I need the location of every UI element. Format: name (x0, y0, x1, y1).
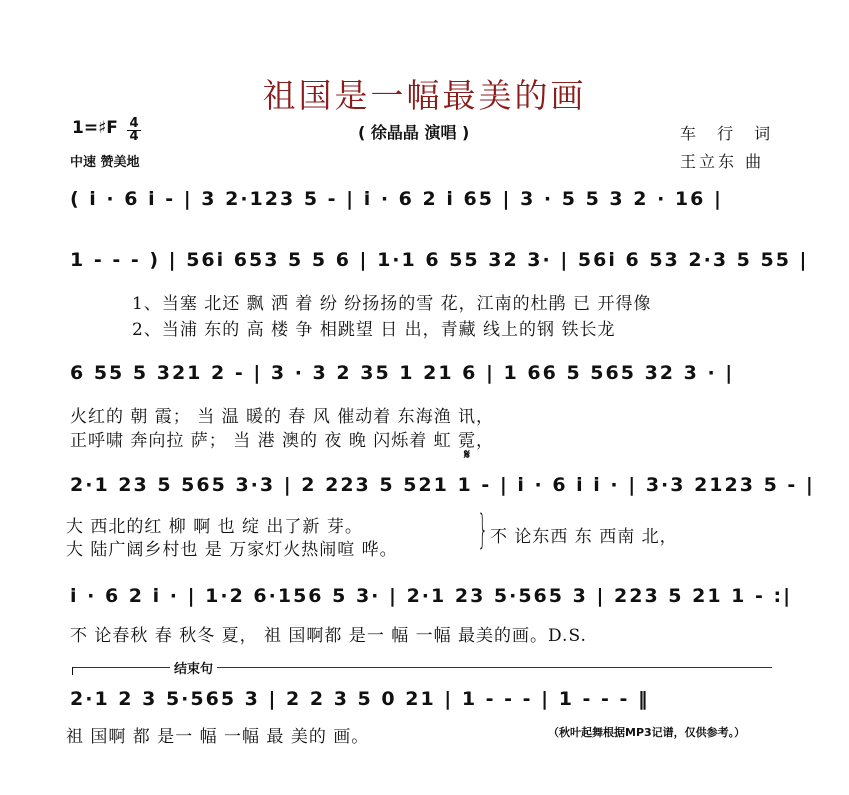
lyric-row-4-verse-1: 大 西北的红 柳 啊 也 绽 出了新 芽。 (66, 517, 363, 537)
notation-row-4: 2·1 23 5 565 3·3 | 2 223 5 521 1 - | i · 6 i i · | 3·3 2123 5 - | (70, 474, 815, 496)
notation-row-6: 2·1 2 3 5·565 3 | 2 2 3 5 0 21 | 1 - - - | 1 - - - ‖ (70, 688, 650, 710)
time-signature (127, 118, 141, 143)
coda-bracket-tick (72, 667, 73, 675)
coda-label: 结束句 (170, 658, 217, 677)
lyric-row-5: 不 论春秋 春 秋冬 夏， 祖 国啊都 是一 幅 一幅 最美的画。D.S. (70, 626, 587, 646)
notation-row-1: ( i · 6 i - | 3 2·123 5 - | i · 6 2 i 65 | 3 · 5 5 3 2 · 16 | (70, 188, 723, 210)
notation-row-2: 1 - - - ) | 56i 653 5 5 6 | 1·1 6 55 32 3· | 56i 6 53 2·3 5 55 | (70, 249, 809, 271)
performer: ( 徐晶晶 演唱 ) (358, 123, 470, 142)
transcription-note: （秋叶起舞根据MP3记谱，仅供参考。） (548, 726, 746, 739)
notation-row-3: 6 55 5 321 2 - | 3 · 3 2 35 1 21 6 | 1 66 5 565 32 3 · | (70, 362, 735, 384)
composer: 王立东 曲 (680, 152, 765, 171)
tempo-marking: 中速 赞美地 (70, 155, 140, 170)
brace-icon: } (477, 507, 488, 553)
notation-row-5: i · 6 2 i · | 1·2 6·156 5 3· | 2·1 23 5·565 3 | 223 5 21 1 - :| (70, 585, 793, 607)
song-title: 祖国是一幅最美的画 (262, 76, 587, 115)
lyric-row-2-verse-1: 1、当塞 北还 飘 洒 着 纷 纷扬扬的雪 花，江南的杜鹃 已 开得像 (132, 294, 652, 314)
lyric-row-3-verse-2: 正呼啸 奔向拉 萨； 当 港 澳的 夜 晚 闪烁着 虹 霓， (70, 431, 495, 451)
key-signature: 1=♯F (72, 118, 118, 138)
lyric-row-4-chorus: 不 论东西 东 西南 北， (490, 527, 678, 547)
lyric-row-6: 祖 国啊 都 是一 幅 一幅 最 美的 画。 (66, 727, 370, 747)
lyricist: 车 行 词 (680, 124, 779, 143)
time-signature-bottom: 4 (127, 130, 141, 143)
lyric-row-3-verse-1: 火红的 朝 霞； 当 温 暖的 春 风 催动着 东海渔 讯， (70, 407, 495, 427)
segno-icon: 𝄋 (464, 447, 471, 463)
lyric-row-2-verse-2: 2、当浦 东的 高 楼 争 相跳望 日 出，青藏 线上的钢 铁长龙 (132, 320, 616, 340)
time-signature-top: 4 (129, 116, 139, 131)
lyric-row-4-verse-2: 大 陆广阔乡村也 是 万家灯火热闹喧 哗。 (66, 540, 398, 560)
